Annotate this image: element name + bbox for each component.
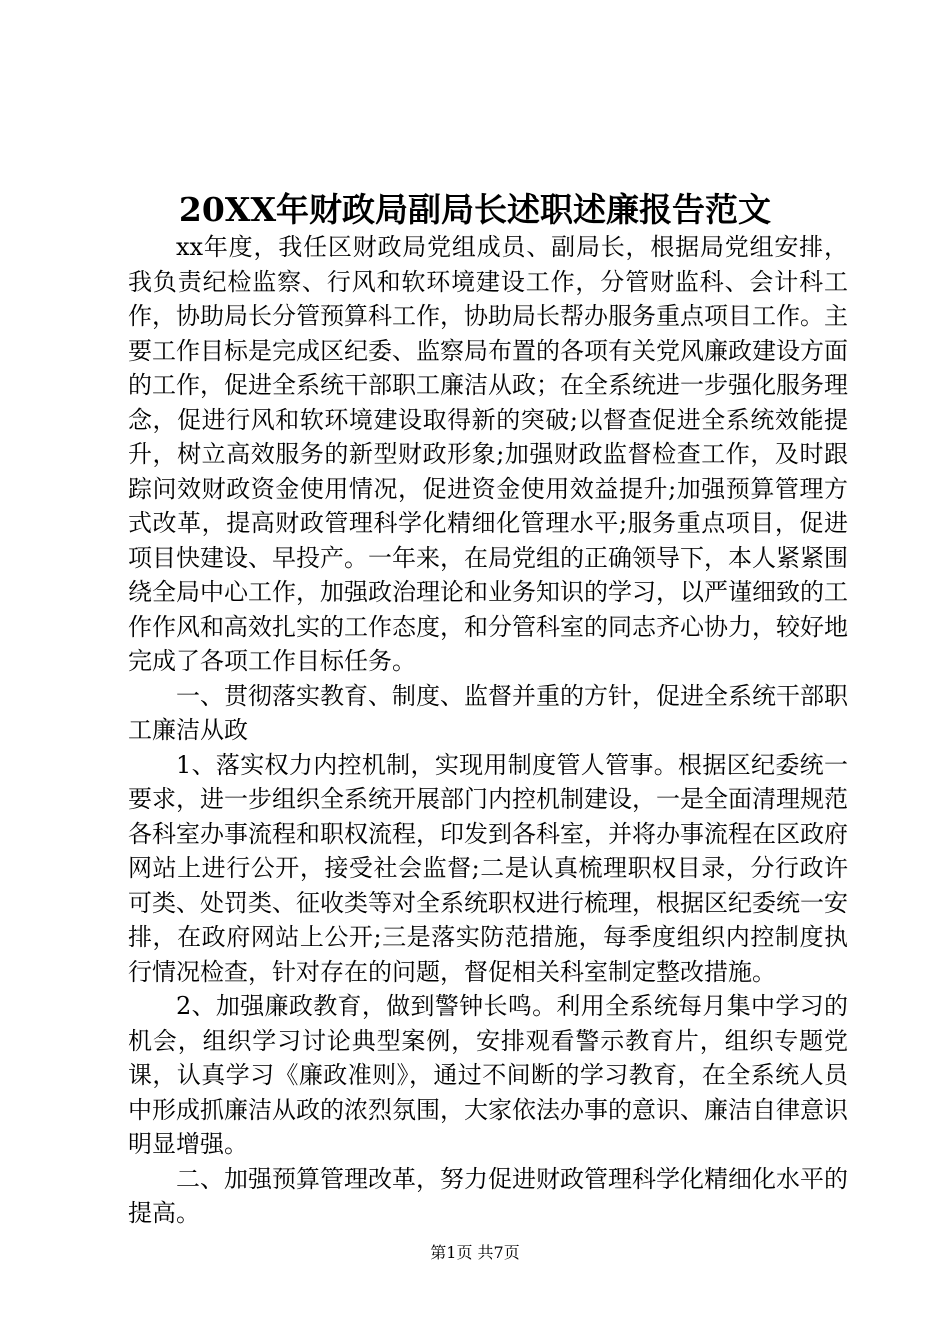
document-title: 20XX年财政局副局长述职述廉报告范文: [178, 190, 772, 229]
document-body: [128, 230, 848, 1231]
section-heading-one: 一、贯彻落实教育、制度、监督并重的方针，促进全系统干部职工廉洁从政: [128, 681, 848, 744]
section-heading-two: 二、加强预算管理改革，努力促进财政管理科学化精细化水平的提高。: [128, 1164, 848, 1227]
paragraph-item-2: 2、加强廉政教育，做到警钟长鸣。利用全系统每月集中学习的机会，组织学习讨论典型案例，安排观看警示教育片，组织专题党课，认真学习《廉政准则》，通过不间断的学习教育，在全系统人员中形成抓廉洁从政的浓烈氛围，大家依法办事的意识、廉洁自律意识明显增强。: [128, 992, 848, 1158]
page-footer: 第1页 共7页: [430, 1243, 520, 1262]
paragraph-item-1: 1、落实权力内控机制，实现用制度管人管事。根据区纪委统一要求，进一步组织全系统开展部门内控机制建设，一是全面清理规范各科室办事流程和职权流程，印发到各科室，并将办事流程在区政府网站上进行公开，接受社会监督;二是认真梳理职权目录，分行政许可类、处罚类、征收类等对全系统职权进行梳理，根据区纪委统一安排，在政府网站上公开;三是落实防范措施，每季度组织内控制度执行情况检查，针对存在的问题，督促相关科室制定整改措施。: [128, 750, 848, 986]
paragraph-intro: xx年度，我任区财政局党组成员、副局长，根据局党组安排，我负责纪检监察、行风和软环境建设工作，分管财监科、会计科工作，协助局长分管预算科工作，协助局长帮办服务重点项目工作。主要工作目标是完成区纪委、监察局布置的各项有关党风廉政建设方面的工作，促进全系统干部职工廉洁从政；在全系统进一步强化服务理念，促进行风和软环境建设取得新的突破;以督查促进全系统效能提升，树立高效服务的新型财政形象;加强财政监督检查工作，及时跟踪问效财政资金使用情况，促进资金使用效益提升;加强预算管理方式改革，提高财政管理科学化精细化管理水平;服务重点项目，促进项目快建设、早投产。一年来，在局党组的正确领导下，本人紧紧围绕全局中心工作，加强政治理论和业务知识的学习，以严谨细致的工作作风和高效扎实的工作态度，和分管科室的同志齐心协力，较好地完成了各项工作目标任务。: [128, 233, 848, 675]
